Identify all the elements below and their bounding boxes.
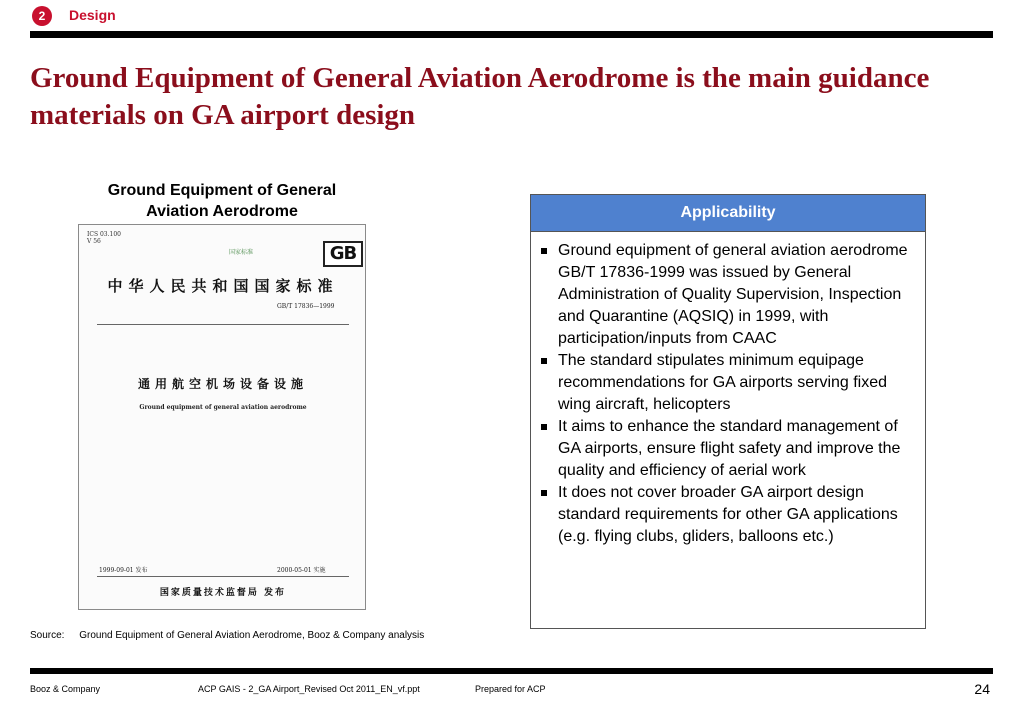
- cover-divider-bottom: [97, 576, 349, 577]
- source-text: Ground Equipment of General Aviation Aerodrome, Booz & Company analysis: [79, 630, 425, 641]
- list-item: Ground equipment of general aviation aerodrome GB/T 17836-1999 was issued by General Administration of Quality Supervision, Inspection and Quarantine (AQSIQ) in 1999, with participation/inputs from CAAC: [539, 240, 919, 350]
- footer-company: Booz & Company: [30, 684, 101, 694]
- cover-divider: [97, 324, 349, 325]
- cover-english-title: Ground equipment of general aviation aerodrome: [139, 404, 307, 411]
- footer-filename: ACP GAIS - 2_GA Airport_Revised Oct 2011_EN_vf.ppt: [198, 684, 420, 694]
- bottom-divider: [30, 668, 993, 674]
- cover-issuer: 国家质量技术监督局 发布: [159, 588, 287, 598]
- cover-gb-small-text: 国家标准: [229, 249, 254, 256]
- applicability-box: [530, 194, 926, 629]
- document-caption: Ground Equipment of General Aviation Aerodrome: [107, 182, 337, 220]
- cover-effective-date: 2000-05-01 实施: [277, 567, 326, 574]
- cover-standard-code: GB/T 17836—1999: [277, 303, 335, 310]
- list-item: The standard stipulates minimum equipage recommendations for GA airports serving fixed wing aircraft, helicopters: [539, 350, 919, 416]
- gb-logo: GB: [323, 241, 363, 267]
- cover-classification-code: ICS 03.100 V 56: [87, 231, 121, 245]
- top-divider: [30, 31, 993, 38]
- source-note: [30, 630, 424, 641]
- applicability-list: [531, 232, 925, 548]
- source-label: Source:: [30, 630, 65, 641]
- document-cover-image: [78, 224, 366, 610]
- cover-issue-date: 1999-09-01 发布: [99, 567, 148, 574]
- cover-chinese-title: 通用航空机场设备设施: [137, 377, 308, 391]
- applicability-header: Applicability: [531, 195, 925, 232]
- list-item: It does not cover broader GA airport design standard requirements for other GA applications (e.g. flying clubs, gliders, balloons etc.): [539, 482, 919, 548]
- page-number: 24: [974, 681, 990, 697]
- section-number-badge: 2: [32, 6, 52, 26]
- footer-prepared-for: Prepared for ACP: [475, 684, 546, 694]
- cover-national-standard: 中华人民共和国国家标准: [107, 277, 339, 295]
- slide-title: Ground Equipment of General Aviation Aerodrome is the main guidance materials on GA airport design: [30, 62, 930, 131]
- list-item: It aims to enhance the standard management of GA airports, ensure flight safety and improve the quality and efficiency of aerial work: [539, 416, 919, 482]
- section-label: Design: [69, 7, 116, 23]
